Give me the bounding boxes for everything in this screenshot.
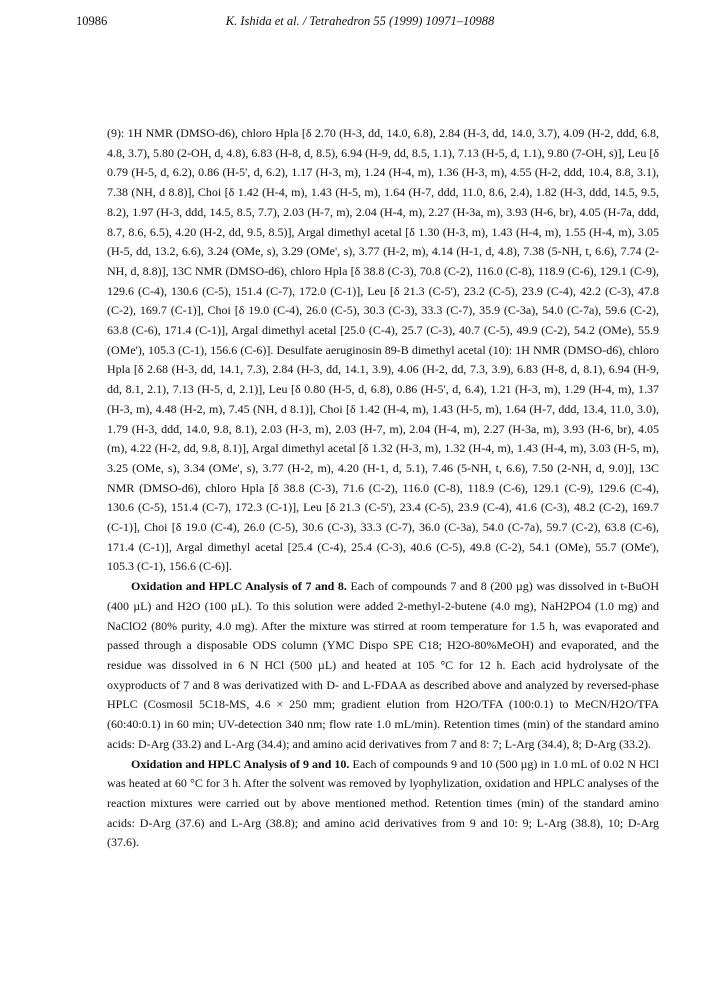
section-heading-7-8: Oxidation and HPLC Analysis of 7 and 8. bbox=[131, 579, 347, 594]
section-text-7-8: Each of compounds 7 and 8 (200 µg) was dissolved in t-BuOH (400 µL) and H2O (100 µL). To this solution were added 2-methyl-2-butene (4.0 mg), NaH2PO4 (1.0 mg) and NaClO2 (80% purity, 4.0 mg). After the mixture was stirred at room temperature for 1.5 h, was evaporated and passed through a disposable ODS column (YMC Dispo SPE C18; H2O-80%MeOH) and evaporated, and the residue was dissolved in 6 N HCl (500 µL) and heated at 105 °C for 12 h. Each acid hydrolysate of the oxyproducts of 7 and 8 was derivatized with D- and L-FDAA as described above and analyzed by reversed-phase HPLC (Cosmosil 5C18-MS, 4.6 × 250 mm; gradient elution from H2O/TFA (100:0.1) to MeCN/H2O/TFA (60:40:0.1) in 60 min; UV-detection 340 nm; flow rate 1.0 mL/min). Retention times (min) of the standard amino acids: D-Arg (33.2) and L-Arg (34.4); and amino acid derivatives from 7 and 8: 7; L-Arg (34.4), 8; D-Arg (33.2). bbox=[107, 579, 659, 751]
oxidation-hplc-7-8-paragraph bbox=[107, 577, 659, 754]
page-number: 10986 bbox=[76, 14, 108, 28]
page-header bbox=[76, 14, 644, 32]
nmr-data-compound-9: (9): 1H NMR (DMSO-d6), chloro Hpla [δ 2.70 (H-3, dd, 14.0, 6.8), 2.84 (H-3, dd, 14.0, 3.7), 4.09 (H-2, ddd, 6.8, 4.8, 3.7), 5.80 (2-OH, d, 4.8), 6.83 (H-8, d, 8.5), 6.94 (H-9, dd, 8.5, 1.1), 7.13 (H-5, d, 1.1), 9.80 (7-OH, s)], Leu [δ 0.79 (H-5, d, 6.2), 0.86 (H-5', d, 6.2), 1.17 (H-3, m), 1.24 (H-4, m), 1.36 (H-3, m), 4.55 (H-2, ddd, 10.4, 8.8, 3.1), 7.38 (NH, d 8.8)], Choi [δ 1.42 (H-4, m), 1.43 (H-5, m), 1.64 (H-7, ddd, 11.0, 8.6, 2.4), 1.82 (H-3, ddd, 14.5, 9.5, 8.2), 1.97 (H-3, ddd, 14.5, 8.5, 7.7), 2.03 (H-7, m), 2.04 (H-4, m), 2.27 (H-3a, m), 3.93 (H-6, br), 4.05 (H-7a, ddd, 8.7, 8.6, 6.5), 4.20 (H-2, dd, 9.5, 8.5)], Argal dimethyl acetal [δ 1.30 (H-3, m), 1.43 (H-4, m), 1.55 (H-4, m), 3.05 (H-5, dd, 13.2, 6.6), 3.24 (OMe, s), 3.29 (OMe', s), 3.77 (H-2, m), 4.14 (H-1, d, 4.8), 7.38 (5-NH, t, 6.6), 7.74 (2-NH, d, 8.8)], 13C NMR (DMSO-d6), chloro Hpla [δ 38.8 (C-3), 70.8 (C-2), 116.0 (C-8), 118.9 (C-6), 129.1 (C-9), 129.6 (C-4), 130.6 (C-5), 151.4 (C-7), 172.0 (C-1)], Leu [δ 21.3 (C-5'), 23.2 (C-5), 23.9 (C-4), 42.2 (C-3), 47.8 (C-2), 169.7 (C-1)], Choi [δ 19.0 (C-4), 26.0 (C-5), 30.3 (C-3), 33.3 (C-7), 35.9 (C-3a), 54.0 (C-7a), 59.6 (C-2), 63.8 (C-6), 171.4 (C-1)], Argal dimethyl acetal [25.0 (C-4), 25.7 (C-3), 40.7 (C-5), 49.9 (C-2), 54.2 (OMe), 55.9 (OMe'), 105.3 (C-1), 156.6 (C-6)]. bbox=[107, 126, 659, 357]
article-body bbox=[107, 124, 659, 853]
nmr-data-compound-10: 1H NMR (DMSO-d6), chloro Hpla [δ 2.68 (H-3, dd, 14.1, 7.3), 2.84 (H-3, dd, 14.1, 3.9), 4.06 (H-2, dd, 7.3, 3.9), 6.83 (H-8, d, 8.1), 6.94 (H-9, dd, 8.1, 2.1), 7.13 (H-5, d, 2.1)], Leu [δ 0.80 (H-5, d, 6.8), 0.86 (H-5', d, 6.4), 1.21 (H-3, m), 1.29 (H-4, m), 1.37 (H-3, m), 4.48 (H-2, m), 7.45 (NH, d 8.1)], Choi [δ 1.42 (H-4, m), 1.43 (H-5, m), 1.64 (H-7, ddd, 13.4, 11.0, 3.0), 1.79 (H-3, ddd, 14.0, 9.8, 8.1), 2.03 (H-3, m), 2.03 (H-7, m), 2.04 (H-4, m), 2.27 (H-3a, m), 3.93 (H-6, br), 4.05 (m), 4.22 (H-2, dd, 9.8, 8.1)], Argal dimethyl acetal [δ 1.32 (H-3, m), 1.32 (H-4, m), 1.43 (H-4, m), 3.03 (H-5, m), 3.25 (OMe, s), 3.34 (OMe', s), 3.77 (H-2, m), 4.20 (H-1, d, 5.1), 7.46 (5-NH, t, 6.6), 7.50 (2-NH, d, 9.0)], 13C NMR (DMSO-d6), chloro Hpla [δ 38.8 (C-3), 71.6 (C-2), 116.0 (C-8), 118.9 (C-6), 129.1 (C-9), 129.6 (C-4), 130.6 (C-5), 151.4 (C-7), 172.3 (C-1)], Leu [δ 21.3 (C-5'), 23.4 (C-5), 23.9 (C-4), 41.6 (C-3), 48.2 (C-2), 169.7 (C-1)], Choi [δ 19.0 (C-4), 26.0 (C-5), 30.6 (C-3), 33.3 (C-7), 36.0 (C-3a), 54.0 (C-7a), 59.7 (C-2), 63.8 (C-6), 171.4 (C-1)], Argal dimethyl acetal [25.4 (C-4), 25.4 (C-3), 40.6 (C-5), 49.8 (C-2), 54.1 (OMe), 55.7 (OMe'), 105.3 (C-1), 156.6 (C-6)]. bbox=[107, 342, 660, 574]
compound-10-name: Desulfate aeruginosin 89-B dimethyl acetal (10): bbox=[276, 342, 513, 357]
oxidation-hplc-9-10-paragraph bbox=[107, 755, 659, 854]
nmr-data-paragraph bbox=[107, 124, 659, 577]
section-text-9-10: Each of compounds 9 and 10 (500 µg) in 1.0 mL of 0.02 N HCl was heated at 60 °C for 3 h. After the solvent was removed by lyophylization, oxidation and HPLC analyses of the reaction mixtures were carried out by above mentioned method. Retention times (min) of the standard amino acids: D-Arg (37.6) and L-Arg (38.8); and amino acid derivatives from 9 and 10: 9; L-Arg (38.8), 10; D-Arg (37.6). bbox=[107, 756, 660, 850]
running-title: K. Ishida et al. / Tetrahedron 55 (1999) 10971–10988 bbox=[225, 14, 495, 28]
section-heading-9-10: Oxidation and HPLC Analysis of 9 and 10. bbox=[131, 756, 350, 771]
